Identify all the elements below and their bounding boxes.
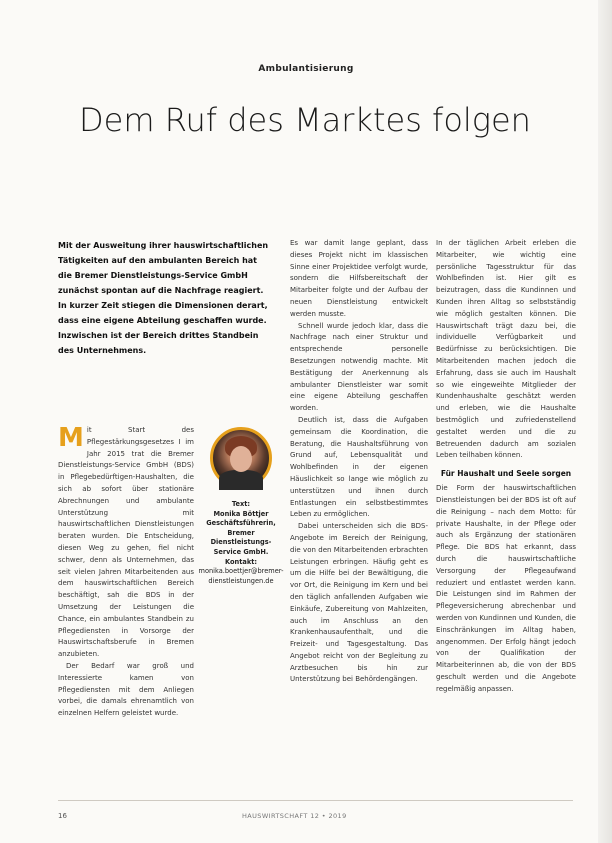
dropcap: M [58, 423, 84, 453]
body-paragraph: Schnell wurde jedoch klar, dass die Nachfrage nach einer Struktur und entsprechende personelle Besetzungen notwendig machte. Mit Bestätigung der Anerkennung als ambulanter Dienstleister war somit eine eigene Abteilung geschaffen worden. [290, 321, 428, 413]
author-email[interactable]: monika.boettjer@bremer-dienstleistungen.de [198, 567, 284, 585]
author-photo [210, 427, 272, 489]
caption-label: Text: [231, 500, 251, 508]
photo-body [219, 470, 263, 490]
footer-rule [58, 800, 573, 801]
page-number: 16 [58, 812, 67, 820]
author-caption [198, 500, 284, 586]
photo-face [230, 446, 252, 472]
footer-source: HAUSWIRTSCHAFT 12 • 2019 [242, 812, 347, 820]
body-paragraph: it Start des Pflegestärkungsgesetzes I im Jahr 2015 trat die Bremer Dienstleistungs-Service GmbH (BDS) in Pflegebedürftigen-Haushalten, die sich ab sofort über stationäre Abrechnungen und ambulante Unterstützung mit hauswirtschaftlichen Dienstleistungen beraten wurden. Die Entscheidung, diesen Weg zu gehen, fiel nicht schwer, denn als Unternehmen, das seit vielen Jahren Mitarbeitenden aus dem hauswirtschaftlichen Bereich beschäftigt, sah die BDS in der Umsetzung der Leistungen die Chance, ein ambulantes Standbein zu Pflegediensten in Vorsorge der Hauswirtschaftsberufe in Bremen anzubieten. [58, 426, 194, 659]
page-title: Dem Ruf des Marktes folgen [79, 101, 531, 139]
body-paragraph: Dabei unterscheiden sich die BDS-Angebote im Bereich der Reinigung, die von den Mitarbeitenden erbrachten Leistungen erbringen. Häufig geht es um die Hilfe bei der Bewältigung, die vor Ort, die Reinigung im Kern und bei den täglich anfallenden Aufgaben wie Einkäufe, Zubereitung von Mahlzeiten, auch im Anschluss an den Krankenhausaufenthalt, und die Freizeit- und Tagesgestaltung. Das Angebot reicht von der Begleitung zu Arztbesuchen bis hin zur Unterstützung bei Behördengängen. [290, 522, 428, 684]
body-column-1 [58, 425, 194, 720]
author-role: Geschäftsführerin, Bremer Dienstleistungs-Service GmbH. Kontakt: [206, 519, 276, 566]
body-paragraph: In der täglichen Arbeit erleben die Mitarbeiter, wie wichtig eine persönliche Tagesstruktur für das Wohlbefinden ist. Hier gilt es beizutragen, dass die Kundinnen und Kunden ihren Alltag so selbstständig wie möglich gestalten können. Die Hauswirtschaft trägt dazu bei, die individuelle Verfügbarkeit und Bedürfnisse zu berücksichtigen. Die Mitarbeitenden machen jedoch die Erfahrung, dass sie auch im Haushalt so wie eingeweihte Mitglieder der Kundenhaushalte geschätzt werden und erleben, wie die Haushalte bestmöglich und zufriedenstellend gestaltet werden und die zu Betreuenden dadurch am sozialen Leben teilhaben können. [436, 239, 576, 460]
subheading: Für Haushalt und Seele sorgen [440, 469, 572, 479]
body-column-2 [290, 238, 428, 686]
author-name: Monika Böttjer [213, 509, 269, 518]
body-paragraph: Der Bedarf war groß und Interessierte kamen von Pflegediensten mit dem Anliegen vorbei, die damals ehrenamtlich von einzelnen Helfern geleistet wurde. [58, 661, 194, 718]
body-paragraph: Deutlich ist, dass die Aufgaben gemeinsam die Koordination, die Beratung, die Haushaltsführung von Grund auf, Lebensqualität und Wohlbefinden in der eigenen Häuslichkeit so lange wie möglich zu unterstützen und ihnen durch Entlastungen ein selbstbestimmtes Leben zu ermöglichen. [290, 415, 428, 519]
body-column-3 [436, 238, 576, 695]
page-edge [598, 0, 612, 843]
body-paragraph: Es war damit lange geplant, dass dieses Projekt nicht im klassischen Sinne einer Projektidee verfolgt wurde, sondern die Hilfsbereitschaft der Mitarbeiter folgte und der Aufbau der neuen Dienstleistung entwickelt werden musste. [290, 239, 428, 318]
section-kicker: Ambulantisierung [258, 64, 354, 74]
lead-paragraph: Mit der Ausweitung ihrer hauswirtschaftlichen Tätigkeiten auf den ambulanten Bereich hat die Bremer Dienstleistungs-Service GmbH zunächst spontan auf die Nachfrage reagiert. In kurzer Zeit stiegen die Dimensionen derart, dass eine eigene Abteilung geschaffen wurde. Inzwischen ist der Bereich drittes Standbein des Unternehmens. [58, 241, 269, 355]
body-paragraph: Die Form der hauswirtschaftlichen Dienstleistungen bei der BDS ist oft auf die Reinigung – nach dem Motto: für private Haushalte, in der Pflege oder auch als Ergänzung der stationären Pflege. Die BDS hat erkannt, dass durch die hauswirtschaftliche Versorgung der Pflegeaufwand reduziert und entlastet werden kann. Die Leistungen sind im Rahmen der Pflegeversicherung abrechenbar und werden von Kundinnen und Kunden, die Einschränkungen im Alltag haben, angenommen. Der Erfolg hängt jedoch von der Qualifikation der Mitarbeiterinnen ab, die von der BDS geschult werden und die Angebote regelmäßig anpassen. [436, 484, 576, 693]
